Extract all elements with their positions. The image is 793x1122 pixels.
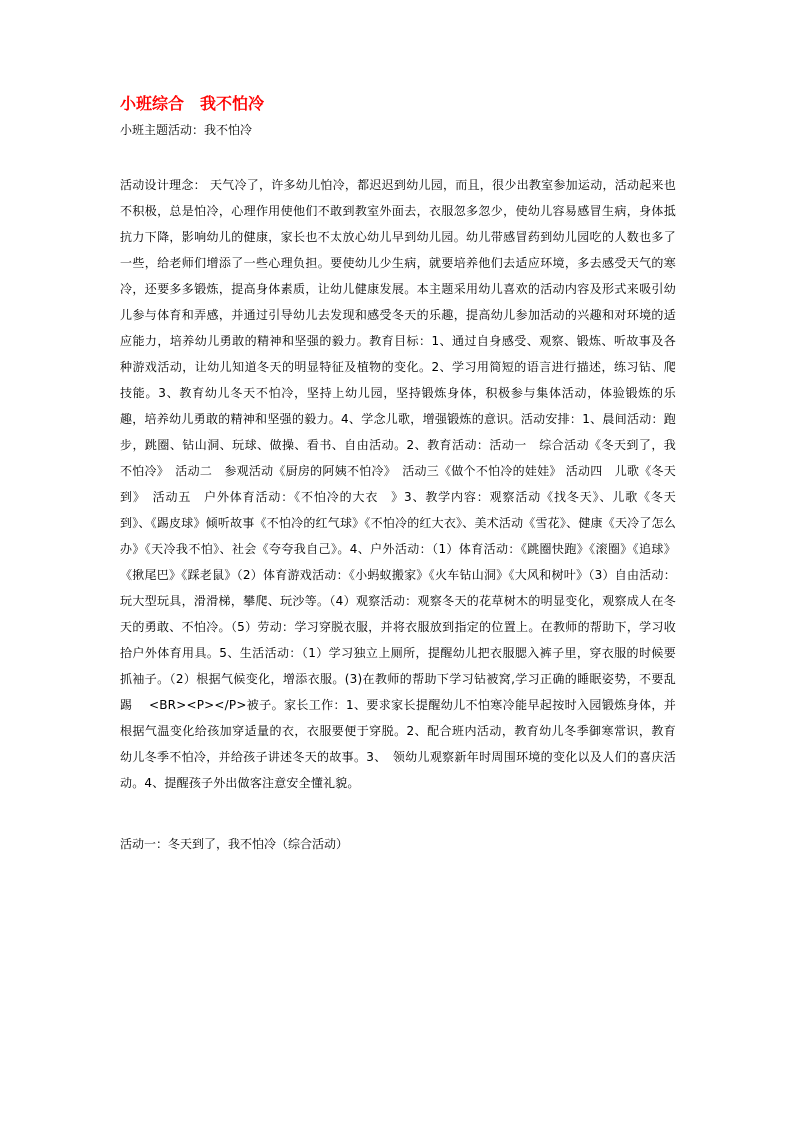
- activity-heading: 活动一：冬天到了，我不怕冷（综合活动）: [120, 837, 349, 851]
- document-page: [120, 92, 676, 853]
- document-title: 小班综合 我不怕冷: [120, 94, 265, 113]
- document-subtitle: 小班主题活动：我不怕冷: [120, 123, 253, 137]
- body-paragraph: 活动设计理念： 天气冷了，许多幼儿怕冷，都迟迟到幼儿园，而且，很少出教室参加运动，活动起来也不积极，总是怕冷，心理作用使他们不敢到教室外面去，衣服忽多忽少，使幼儿容易感冒生病，身体抵抗力下降，影响幼儿的健康，家长也不太放心幼儿早到幼儿园。幼儿带感冒药到幼儿园吃的人数也多了一些，给老师们增添了一些心理负担。要使幼儿少生病，就要培养他们去适应环境，多去感受天气的寒冷，还要多多锻炼，提高身体素质，让幼儿健康发展。本主题采用幼儿喜欢的活动内容及形式来吸引幼儿参与体育和弄感，并通过引导幼儿去发现和感受冬天的乐趣，提高幼儿参加活动的兴趣和对环境的适应能力，培养幼儿勇敢的精神和坚强的毅力。教育目标：1、通过自身感受、观察、锻炼、听故事及各种游戏活动，让幼儿知道冬天的明显特征及植物的变化。2、学习用简短的语言进行描述，练习钻、爬技能。3、教育幼儿冬天不怕冷，坚持上幼儿园，坚持锻炼身体，积极参与集体活动，体验锻炼的乐趣，培养幼儿勇敢的精神和坚强的毅力。4、学念儿歌，增强锻炼的意识。活动安排：1、晨间活动：跑步，跳圈、钻山洞、玩球、做操、看书、自由活动。2、教育活动：活动一 综合活动《冬天到了，我不怕冷》 活动二 参观活动《厨房的阿姨不怕冷》 活动三《做个不怕冷的娃娃》 活动四 儿歌《冬天到》 活动五 户外体育活动：《不怕冷的大衣 》3、教学内容：观察活动《找冬天》、儿歌《冬天到》、《踢皮球》倾听故事《不怕冷的红气球》《不怕冷的红大衣》、美术活动《雪花》、健康《天冷了怎么办》《天冷我不怕》、社会《夸夸我自己》。4、户外活动：（1）体育活动：《跳圈快跑》《滚圈》《追球》《揪尾巴》《踩老鼠》（2）体育游戏活动：《小蚂蚁搬家》《火车钻山洞》《大风和树叶》（3）自由活动：玩大型玩具，滑滑梯，攀爬、玩沙等。（4）观察活动：观察冬天的花草树木的明显变化，观察成人在冬天的勇敢、不怕冷。（5）劳动：学习穿脱衣服，并将衣服放到指定的位置上。在教师的帮助下，学习收拾户外体育用具。5、生活活动：（1）学习独立上厕所，提醒幼儿把衣服腮入裤子里，穿衣服的时候要抓袖子。（2）根据气候变化，增添衣服。(3)在教师的帮助下学习钻被窝,学习正确的睡眠姿势，不要乱踢 <BR><P></P>被子。家长工作：1、要求家长提醒幼儿不怕寒冷能早起按时入园锻炼身体，并根据气温变化给孩加穿适量的衣，衣服要便于穿脱。2、配合班内活动，教育幼儿冬季御寒常识，教育幼儿冬季不怕冷，并给孩子讲述冬天的故事。3、 领幼儿观察新年时周围环境的变化以及人们的喜庆活动。4、提醒孩子外出做客注意安全懂礼貌。: [120, 178, 676, 790]
